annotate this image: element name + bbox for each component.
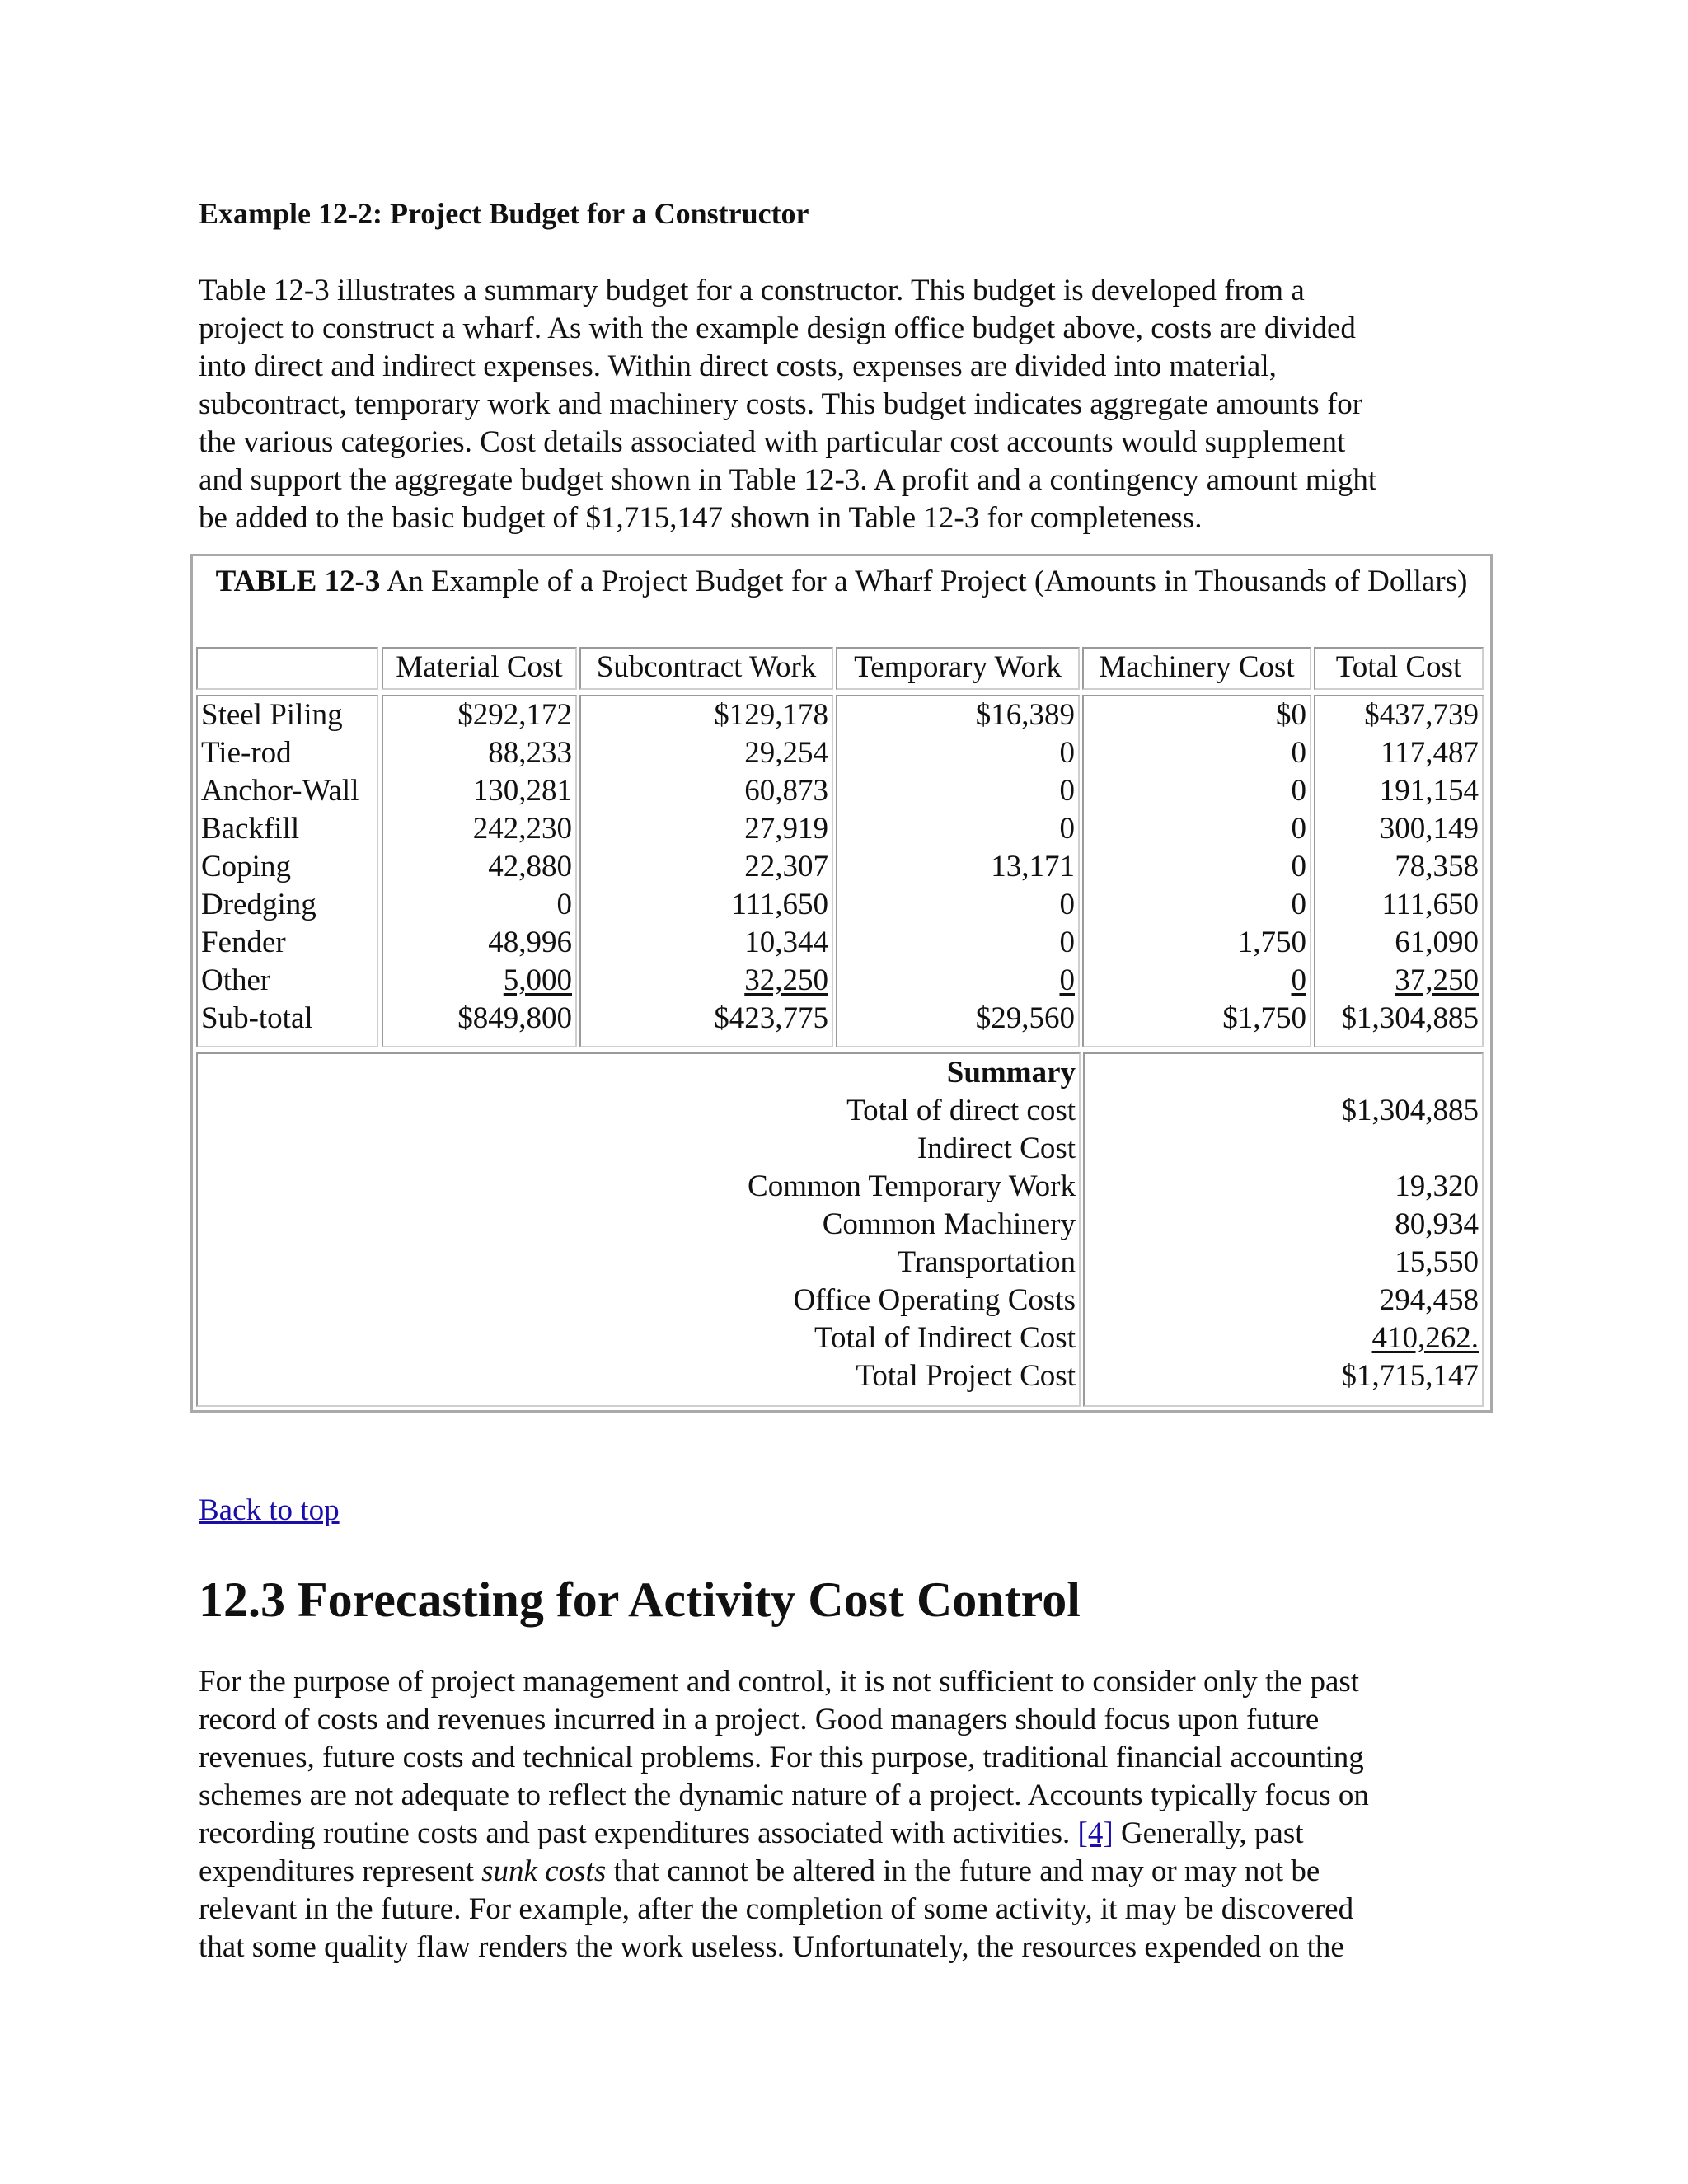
table-cell: 22,307 bbox=[744, 850, 828, 883]
table-cell: 37,250 bbox=[1395, 963, 1479, 997]
table-cell: 0 bbox=[1059, 774, 1075, 808]
summary-value: $1,715,147 bbox=[1341, 1359, 1479, 1393]
summary-label: Total of direct cost bbox=[846, 1094, 1076, 1127]
budget-table bbox=[190, 554, 1493, 1413]
table-cell: 117,487 bbox=[1381, 736, 1479, 770]
table-cell: 32,250 bbox=[744, 963, 828, 997]
row-label: Tie-rod bbox=[201, 736, 292, 770]
table-cell: 61,090 bbox=[1395, 926, 1479, 959]
table-cell: 0 bbox=[1059, 812, 1075, 846]
table-cell: 0 bbox=[1291, 774, 1306, 808]
example-paragraph bbox=[199, 272, 1484, 537]
summary-label: Office Operating Costs bbox=[793, 1283, 1076, 1317]
table-cell: 88,233 bbox=[488, 736, 572, 770]
summary-label: Transportation bbox=[897, 1245, 1076, 1279]
paragraph-line: be added to the basic budget of $1,715,147 shown in Table 12-3 for completeness. bbox=[199, 501, 1203, 535]
row-label: Anchor-Wall bbox=[201, 774, 359, 808]
summary-value: 410,262. bbox=[1372, 1321, 1479, 1355]
line-text: that cannot be altered in the future and may or may not be bbox=[613, 1854, 1320, 1888]
total-cost-column bbox=[1314, 695, 1484, 1047]
table-cell: 78,358 bbox=[1395, 850, 1479, 883]
paragraph-line: Table 12-3 illustrates a summary budget for a constructor. This budget is developed from a bbox=[199, 274, 1305, 307]
paragraph-line: into direct and indirect expenses. Within direct costs, expenses are divided into material, bbox=[199, 349, 1277, 383]
paragraph-line: project to construct a wharf. As with the example design office budget above, costs are divided bbox=[199, 312, 1356, 345]
summary-label: Total Project Cost bbox=[856, 1359, 1076, 1393]
table-cell: 5,000 bbox=[503, 963, 572, 997]
row-label: Fender bbox=[201, 926, 286, 959]
table-cell: 42,880 bbox=[488, 850, 572, 883]
paragraph-line: revenues, future costs and technical problems. For this purpose, traditional financial accounting bbox=[199, 1741, 1364, 1774]
table-cell: 48,996 bbox=[488, 926, 572, 959]
summary-title: Summary bbox=[946, 1056, 1076, 1090]
table-cell: 242,230 bbox=[472, 812, 572, 846]
table-cell: $1,750 bbox=[1222, 1001, 1306, 1035]
row-label: Sub-total bbox=[201, 1001, 313, 1035]
table-cell: 0 bbox=[1059, 888, 1075, 921]
table-cell: 27,919 bbox=[744, 812, 828, 846]
header-subcontract-work: Subcontract Work bbox=[579, 647, 833, 690]
table-caption bbox=[193, 563, 1490, 601]
table-cell: $0 bbox=[1276, 698, 1306, 732]
machinery-cost-column bbox=[1082, 695, 1311, 1047]
summary-label: Common Machinery bbox=[822, 1207, 1076, 1241]
paragraph-line: the various categories. Cost details associated with particular cost accounts would supplement bbox=[199, 425, 1346, 459]
table-cell: $1,304,885 bbox=[1341, 1001, 1479, 1035]
paragraph-line bbox=[199, 1815, 1493, 1853]
table-cell: 10,344 bbox=[744, 926, 828, 959]
table-cell: $129,178 bbox=[714, 698, 828, 732]
table-cell: 60,873 bbox=[744, 774, 828, 808]
summary-label: Total of Indirect Cost bbox=[814, 1321, 1076, 1355]
summary-value: $1,304,885 bbox=[1341, 1094, 1479, 1127]
line-text: Generally, past bbox=[1120, 1816, 1304, 1850]
row-label: Dredging bbox=[201, 888, 316, 921]
table-caption-label: TABLE 12-3 bbox=[215, 565, 381, 598]
paragraph-line: relevant in the future. For example, after the completion of some activity, it may be discovered bbox=[199, 1892, 1354, 1926]
summary-value bbox=[1088, 1130, 1479, 1168]
table-cell: $292,172 bbox=[457, 698, 572, 732]
summary-labels bbox=[196, 1052, 1081, 1407]
table-cell: $29,560 bbox=[975, 1001, 1075, 1035]
table-cell: 130,281 bbox=[472, 774, 572, 808]
paragraph-line bbox=[199, 1853, 1493, 1891]
table-cell: $423,775 bbox=[714, 1001, 828, 1035]
paragraph-line: that some quality flaw renders the work useless. Unfortunately, the resources expended on the bbox=[199, 1930, 1344, 1964]
table-cell: 0 bbox=[1291, 963, 1306, 997]
paragraph-line: and support the aggregate budget shown in Table 12-3. A profit and a contingency amount might bbox=[199, 463, 1377, 497]
row-label: Coping bbox=[201, 850, 291, 883]
table-cell: 0 bbox=[1291, 850, 1306, 883]
footnote-link[interactable]: [4] bbox=[1077, 1816, 1114, 1850]
row-label: Backfill bbox=[201, 812, 300, 846]
table-cell: 191,154 bbox=[1379, 774, 1479, 808]
header-material-cost: Material Cost bbox=[382, 647, 577, 690]
subcontract-work-column bbox=[579, 695, 833, 1047]
line-text: recording routine costs and past expenditures associated with activities. bbox=[199, 1816, 1071, 1850]
summary-values bbox=[1083, 1052, 1484, 1407]
summary-value: 19,320 bbox=[1395, 1169, 1479, 1203]
row-label: Steel Piling bbox=[201, 698, 343, 732]
header-temporary-work: Temporary Work bbox=[836, 647, 1080, 690]
row-labels-column bbox=[196, 695, 378, 1047]
paragraph-line: schemes are not adequate to reflect the dynamic nature of a project. Accounts typically focus on bbox=[199, 1779, 1369, 1812]
temporary-work-column bbox=[836, 695, 1080, 1047]
table-cell: 0 bbox=[1291, 736, 1306, 770]
table-cell: 111,650 bbox=[1381, 888, 1479, 921]
summary-label: Common Temporary Work bbox=[748, 1169, 1076, 1203]
table-cell: 0 bbox=[1059, 736, 1075, 770]
summary-value: 15,550 bbox=[1395, 1245, 1479, 1279]
table-cell: 13,171 bbox=[991, 850, 1075, 883]
table-cell: $437,739 bbox=[1364, 698, 1479, 732]
table-cell: 300,149 bbox=[1379, 812, 1479, 846]
table-cell: $849,800 bbox=[457, 1001, 572, 1035]
back-to-top-link[interactable]: Back to top bbox=[199, 1493, 340, 1527]
paragraph-line: For the purpose of project management and control, it is not sufficient to consider only the past bbox=[199, 1665, 1360, 1699]
line-text: expenditures represent bbox=[199, 1854, 474, 1888]
table-caption-text: An Example of a Project Budget for a Wharf Project (Amounts in Thousands of Dollars) bbox=[386, 565, 1468, 598]
section-title: 12.3 Forecasting for Activity Cost Control bbox=[199, 1572, 1081, 1627]
table-cell: 0 bbox=[1059, 963, 1075, 997]
paragraph-line: subcontract, temporary work and machinery costs. This budget indicates aggregate amounts for bbox=[199, 387, 1363, 421]
table-header-blank bbox=[196, 647, 378, 690]
section-paragraph bbox=[199, 1663, 1493, 1966]
table-cell: 0 bbox=[1291, 888, 1306, 921]
summary-value: 294,458 bbox=[1379, 1283, 1479, 1317]
paragraph-line: record of costs and revenues incurred in a project. Good managers should focus upon future bbox=[199, 1703, 1320, 1736]
table-cell: $16,389 bbox=[975, 698, 1075, 732]
row-label: Other bbox=[201, 963, 271, 997]
italic-term: sunk costs bbox=[481, 1854, 607, 1888]
table-cell: 0 bbox=[1291, 812, 1306, 846]
summary-label: Indirect Cost bbox=[917, 1132, 1076, 1165]
table-cell: 111,650 bbox=[731, 888, 828, 921]
material-cost-column bbox=[382, 695, 577, 1047]
header-total-cost: Total Cost bbox=[1314, 647, 1484, 690]
table-cell: 0 bbox=[556, 888, 572, 921]
summary-value: 80,934 bbox=[1395, 1207, 1479, 1241]
table-cell: 1,750 bbox=[1237, 926, 1306, 959]
table-cell: 0 bbox=[1059, 926, 1075, 959]
header-machinery-cost: Machinery Cost bbox=[1082, 647, 1311, 690]
example-heading: Example 12-2: Project Budget for a Constructor bbox=[199, 197, 809, 230]
table-cell: 29,254 bbox=[744, 736, 828, 770]
